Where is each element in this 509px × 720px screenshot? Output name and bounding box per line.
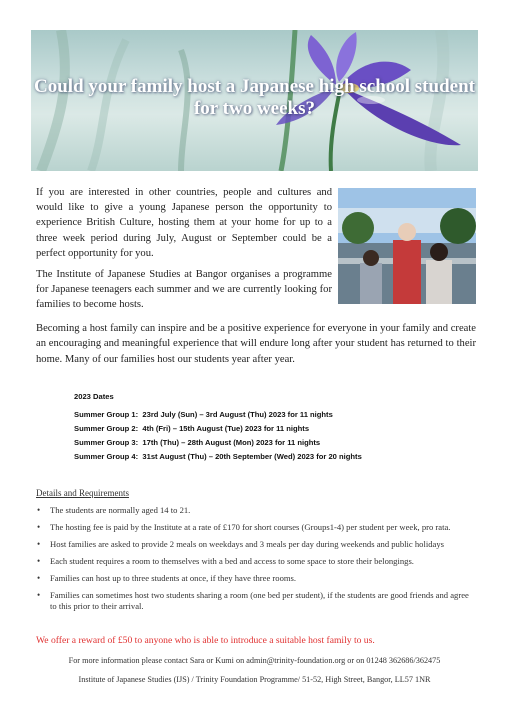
group-label: Summer Group 2: [74, 424, 139, 433]
list-item: • The hosting fee is paid by the Institute at a rate of £170 for short courses (Groups1-4) per student per week, pro rata. [37, 522, 451, 532]
bullet-icon: • [37, 590, 41, 600]
contact-info: For more information please contact Sara or Kumi on admin@trinity-foundation.org or on 01248 362686/362475 [68, 656, 441, 665]
intro-paragraph: The Institute of Japanese Studies at Bangor organises a programme for Japanese teenagers each summer and we are currently looking for families to become hosts. [36, 269, 332, 311]
banner-title: Could your family host a Japanese high school student for two weeks? [34, 76, 475, 119]
header-banner [31, 30, 478, 171]
bullet-icon: • [37, 539, 41, 549]
reward-notice: We offer a reward of £50 to anyone who is able to introduce a suitable host family to us. [36, 635, 375, 646]
bullet-icon: • [37, 556, 41, 566]
date-row [74, 450, 474, 464]
list-item: • Host families are asked to provide 2 meals on weekdays and 3 meals per day during weekends and public holidays [37, 539, 445, 549]
group-label: Summer Group 4: [74, 452, 139, 461]
dates-title: 2023 Dates [74, 392, 114, 401]
requirements-list [36, 505, 474, 618]
address-footer: Institute of Japanese Studies (IJS) / Trinity Foundation Programme/ 51-52, High Street, Bangor, LL57 1NR [78, 675, 431, 684]
group-dates: 23rd July (Sun) – 3rd August (Thu) 2023 for 11 nights [142, 410, 333, 419]
host-family-photo [338, 188, 476, 304]
details-heading: Details and Requirements [36, 488, 129, 498]
group-dates: 4th (Fri) – 15th August (Tue) 2023 for 11 nights [142, 424, 310, 433]
list-item: • Families can host up to three students at once, if they have three rooms. [37, 573, 297, 583]
intro-paragraph: Becoming a host family can inspire and be a positive experience for everyone in your family and create an encouraging and meaningful experience that will endure long after your student has returned to their home. Many of our families host our students year after year. [36, 323, 476, 365]
date-row [74, 422, 474, 436]
intro-text [36, 185, 332, 319]
date-row [74, 436, 474, 450]
bullet-icon: • [37, 573, 41, 583]
group-label: Summer Group 3: [74, 438, 139, 447]
dates-section [74, 392, 474, 464]
group-dates: 31st August (Thu) – 20th September (Wed) 2023 for 20 nights [142, 452, 362, 461]
list-item: • Each student requires a room to themselves with a bed and access to some space to store their belongings. [37, 556, 414, 566]
intro-paragraph: If you are interested in other countries, people and cultures and would like to give a young Japanese person the opportunity to experience British Culture, hosting them at your home for up to a three week period during July, August or September could be a perfect opportunity for you. [36, 187, 332, 259]
group-label: Summer Group 1: [74, 410, 139, 419]
bullet-icon: • [37, 505, 41, 515]
bullet-icon: • [37, 522, 41, 532]
group-dates: 17th (Thu) – 28th August (Mon) 2023 for 11 nights [142, 438, 321, 447]
date-row [74, 408, 474, 422]
list-item: • The students are normally aged 14 to 21. [37, 505, 191, 515]
list-item: • Families can sometimes host two students sharing a room (one bed per student), if the students are good friends and agree to this prior to their arrival. [37, 590, 469, 611]
host-benefits-text [36, 321, 476, 367]
